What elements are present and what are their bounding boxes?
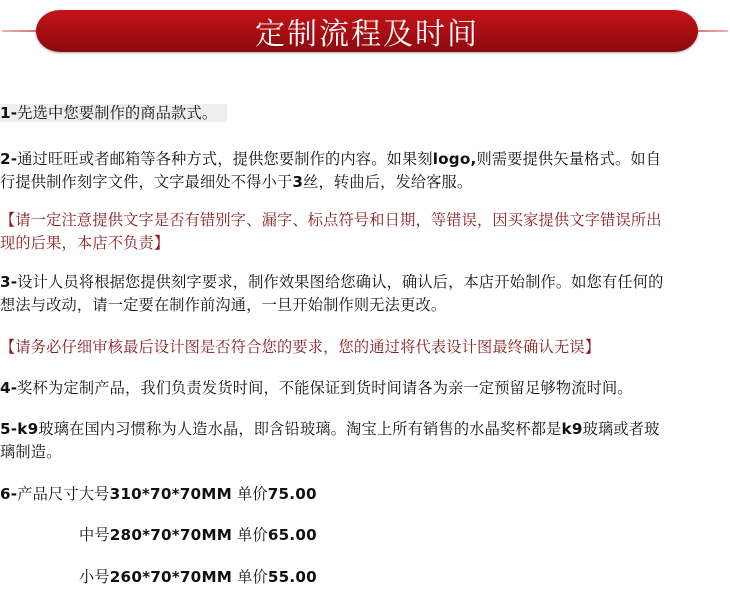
size-large-dims: 310*70*70MM <box>109 485 232 503</box>
step-5-line-2: 璃制造。 <box>0 443 62 461</box>
step-2-text-a: 通过旺旺或者邮箱等各种方式，提供您要制作的内容。如果刻 <box>17 150 433 168</box>
step-1-number: 1- <box>0 104 18 122</box>
size-small-dims: 260*70*70MM <box>109 568 233 586</box>
step-1-highlight <box>0 104 227 122</box>
step-2-text-c: 行提供制作刻字文件，文字最细处不得小于 <box>0 173 293 191</box>
header-banner <box>0 8 730 54</box>
step-5-number: 5- <box>0 420 18 438</box>
step-4 <box>0 376 728 400</box>
step-3-number: 3- <box>0 273 18 291</box>
step-1-text: 先选中您要制作的商品款式。 <box>17 104 218 122</box>
step-2-text-d: 丝，转曲后，发给客服。 <box>303 173 473 191</box>
step-3-line-2: 想法与改动，请一定要在制作前沟通，一旦开始制作则无法更改。 <box>0 296 447 314</box>
step-6-large <box>0 482 728 506</box>
price-small-value: 55.00 <box>267 568 317 586</box>
size-small-label: 小号 <box>79 568 110 586</box>
step-5-text-1: 玻璃在国内习惯称为人造水晶，即含铅玻璃。淘宝上所有销售的水晶奖杯都是 <box>38 420 562 438</box>
price-small-label: 单价 <box>237 568 268 586</box>
price-medium-label: 单价 <box>237 526 268 544</box>
price-medium-value: 65.00 <box>267 526 317 544</box>
step-5-line-1 <box>0 417 728 441</box>
notice-1-line-1: 【请一定注意提供文字是否有错别字、漏字、标点符号和日期，等错误，因买家提供文字错误所出 <box>0 211 662 229</box>
step-2-line-2 <box>0 170 728 194</box>
size-medium-dims: 280*70*70MM <box>109 526 233 544</box>
step-3-line-1 <box>0 270 728 294</box>
notice-2: 【请务必仔细审核最后设计图是否符合您的要求，您的通过将代表设计图最终确认无误】 <box>0 338 601 356</box>
step-2-text-b: 则需要提供矢量格式。如自 <box>476 150 662 168</box>
size-large-label: 产品尺寸大号 <box>17 485 110 503</box>
step-4-text: 奖杯为定制产品，我们负责发货时间，不能保证到货时间请各为亲一定预留足够物流时间。 <box>17 379 633 397</box>
banner-pill <box>36 10 698 52</box>
step-5-k9-b: k9 <box>561 420 583 438</box>
step-6-number: 6- <box>0 485 18 503</box>
notice-1-line-2: 现的后果，本店不负责】 <box>0 234 170 252</box>
size-medium-label: 中号 <box>79 526 110 544</box>
step-2-line-1 <box>0 147 728 171</box>
step-6-small <box>79 565 730 589</box>
step-2-three: 3 <box>292 173 304 191</box>
page-title: 定制流程及时间 <box>255 17 479 52</box>
step-4-number: 4- <box>0 379 18 397</box>
step-5-k9-a: k9 <box>17 420 39 438</box>
step-6-medium <box>79 523 730 547</box>
step-5-text-1b: 玻璃或者玻 <box>582 420 660 438</box>
price-large-value: 75.00 <box>267 485 317 503</box>
step-3-text-1: 设计人员将根据您提供刻字要求，制作效果图给您确认，确认后，本店开始制作。如您有任何的 <box>17 273 664 291</box>
step-2-logo: logo, <box>432 150 477 168</box>
price-large-label: 单价 <box>236 485 268 503</box>
step-1 <box>0 101 728 125</box>
step-2-number: 2- <box>0 150 18 168</box>
